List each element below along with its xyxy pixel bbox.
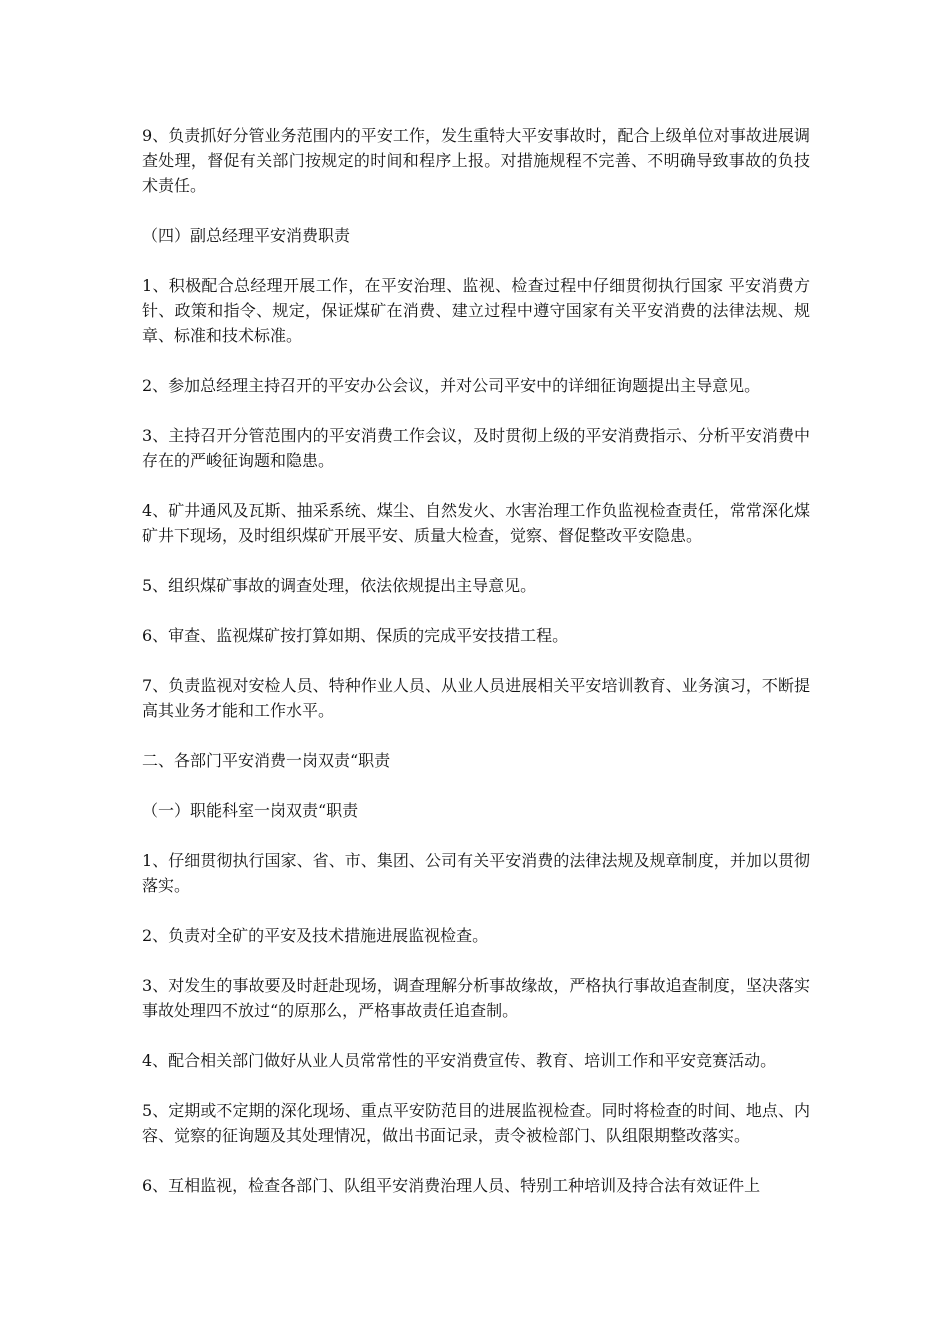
section-heading-vice-gm: （四）副总经理平安消费职责 [142, 226, 351, 245]
paragraph-duty-6: 6、互相监视，检查各部门、队组平安消费治理人员、特别工种培训及持合法有效证件上 [142, 1176, 761, 1195]
paragraph-item-9: 9、负责抓好分管业务范围内的平安工作，发生重特大平安事故时，配合上级单位对事故进展调查处理，督促有关部门按规定的时间和程序上报。对措施规程不完善、不明确导致事故的负技术责任。 [142, 126, 810, 195]
paragraph-item-6: 6、审查、监视煤矿按打算如期、保质的完成平安技措工程。 [142, 626, 569, 645]
paragraph-duty-5: 5、定期或不定期的深化现场、重点平安防范目的进展监视检查。同时将检查的时间、地点、内容、觉察的征询题及其处理情况，做出书面记录，责令被检部门、队组限期整改落实。 [142, 1101, 810, 1145]
document-body [142, 123, 810, 1223]
paragraph-item-5: 5、组织煤矿事故的调查处理，依法依规提出主导意见。 [142, 576, 537, 595]
paragraph-duty-1: 1、仔细贯彻执行国家、省、市、集团、公司有关平安消费的法律法规及规章制度，并加以贯彻落实。 [142, 851, 810, 895]
paragraph-item-4: 4、矿井通风及瓦斯、抽采系统、煤尘、自然发火、水害治理工作负监视检查责任，常常深化煤矿井下现场，及时组织煤矿开展平安、质量大检查，觉察、督促整改平安隐患。 [142, 501, 810, 545]
paragraph-item-7: 7、负责监视对安检人员、特种作业人员、从业人员进展相关平安培训教育、业务演习，不断提高其业务才能和工作水平。 [142, 676, 810, 720]
section-heading-functional-offices: （一）职能科室一岗双责“职责 [142, 801, 359, 820]
paragraph-duty-3: 3、对发生的事故要及时赶赴现场，调查理解分析事故缘故，严格执行事故追查制度，坚决落实事故处理四不放过“的原那么，严格事故责任追查制。 [142, 976, 810, 1020]
paragraph-item-1: 1、积极配合总经理开展工作，在平安治理、监视、检查过程中仔细贯彻执行国家 平安消费方针、政策和指令、规定，保证煤矿在消费、建立过程中遵守国家有关平安消费的法律法规、规章、标准和技术标准。 [142, 276, 810, 345]
section-heading-departments: 二、各部门平安消费一岗双责“职责 [142, 751, 391, 770]
paragraph-item-2: 2、参加总经理主持召开的平安办公会议，并对公司平安中的详细征询题提出主导意见。 [142, 376, 761, 395]
paragraph-item-3: 3、主持召开分管范围内的平安消费工作会议，及时贯彻上级的平安消费指示、分析平安消费中存在的严峻征询题和隐患。 [142, 426, 810, 470]
paragraph-duty-4: 4、配合相关部门做好从业人员常常性的平安消费宣传、教育、培训工作和平安竞赛活动。 [142, 1051, 777, 1070]
paragraph-duty-2: 2、负责对全矿的平安及技术措施进展监视检查。 [142, 926, 489, 945]
